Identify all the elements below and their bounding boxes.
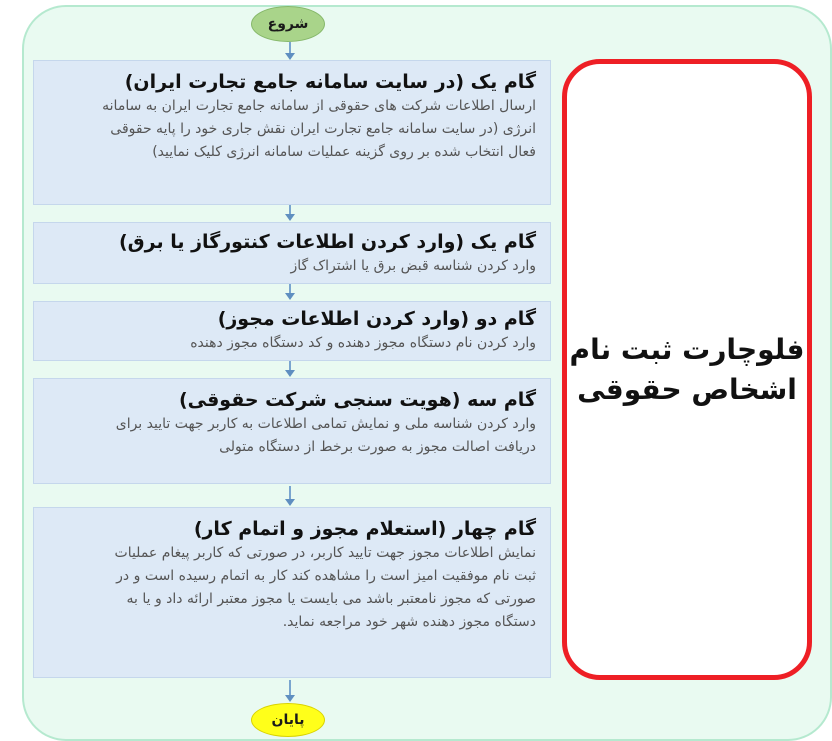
- arrow-step4-to-step5: [289, 486, 291, 500]
- side-title-box: [562, 59, 812, 680]
- step-1-title: گام یک (در سایت سامانه جامع تجارت ایران): [124, 71, 536, 93]
- arrow-step3-to-step4: [289, 361, 291, 371]
- step-3-box: [33, 301, 551, 361]
- step-3-line-1: وارد کردن نام دستگاه مجوز دهنده و کد دستگاه مجوز دهنده: [190, 335, 536, 351]
- step-1-line-2: انرژی (در سایت سامانه جامع تجارت ایران نقش جاری خود را پایه حقوقی: [110, 121, 536, 137]
- step-4-title: گام سه (هویت سنجی شرکت حقوقی): [178, 389, 536, 411]
- step-3-title: گام دو (وارد کردن اطلاعات مجوز): [217, 308, 536, 330]
- step-5-body: [48, 542, 536, 634]
- step-5-line-3: صورتی که مجوز نامعتبر باشد می بایست یا مجوز معتبر ارائه داد و یا به: [126, 591, 536, 607]
- side-title-line-1: فلوچارت ثبت نام: [569, 332, 805, 366]
- step-4-body: [48, 413, 536, 459]
- step-5-line-4: دستگاه مجوز دهنده شهر خود مراجعه نماید.: [282, 614, 536, 630]
- arrow-step2-to-step3: [289, 284, 291, 294]
- step-5-line-2: ثبت نام موفقیت امیز است را مشاهده کند کار به اتمام رسیده است و در: [116, 568, 536, 584]
- step-1-line-3: فعال انتخاب شده بر روی گزینه عملیات سامانه انرژی کلیک نمایید): [152, 144, 536, 160]
- arrow-start-to-step1: [289, 42, 291, 54]
- step-5-title: گام چهار (استعلام مجوز و اتمام کار): [193, 518, 536, 540]
- step-1-line-1: ارسال اطلاعات شرکت های حقوقی از سامانه جامع تجارت ایران به سامانه: [102, 98, 536, 114]
- step-2-title: گام یک (وارد کردن اطلاعات کنتورگاز یا برق): [119, 231, 536, 253]
- arrow-step1-to-step2: [289, 205, 291, 215]
- step-1-box: [33, 60, 551, 205]
- step-4-line-2: دریافت اصالت مجوز به صورت برخط از دستگاه متولی: [219, 439, 536, 455]
- step-3-body: [48, 332, 536, 354]
- step-2-line-1: وارد کردن شناسه قبض برق یا اشتراک گاز: [290, 258, 536, 274]
- side-title: [570, 330, 805, 410]
- step-5-line-1: نمایش اطلاعات مجوز جهت تایید کاربر، در صورتی که کاربر پیغام عملیات: [114, 545, 536, 561]
- step-4-line-1: وارد کردن شناسه ملی و نمایش تمامی اطلاعات به کاربر جهت تایید برای: [115, 416, 536, 432]
- start-node: شروع: [251, 6, 325, 42]
- end-node: پایان: [251, 703, 325, 737]
- step-2-box: [33, 222, 551, 284]
- step-2-body: [48, 255, 536, 277]
- step-1-body: [48, 95, 536, 164]
- side-title-line-2: اشخاص حقوقی: [577, 372, 797, 406]
- step-4-box: [33, 378, 551, 484]
- arrow-step5-to-end: [289, 680, 291, 696]
- step-5-box: [33, 507, 551, 678]
